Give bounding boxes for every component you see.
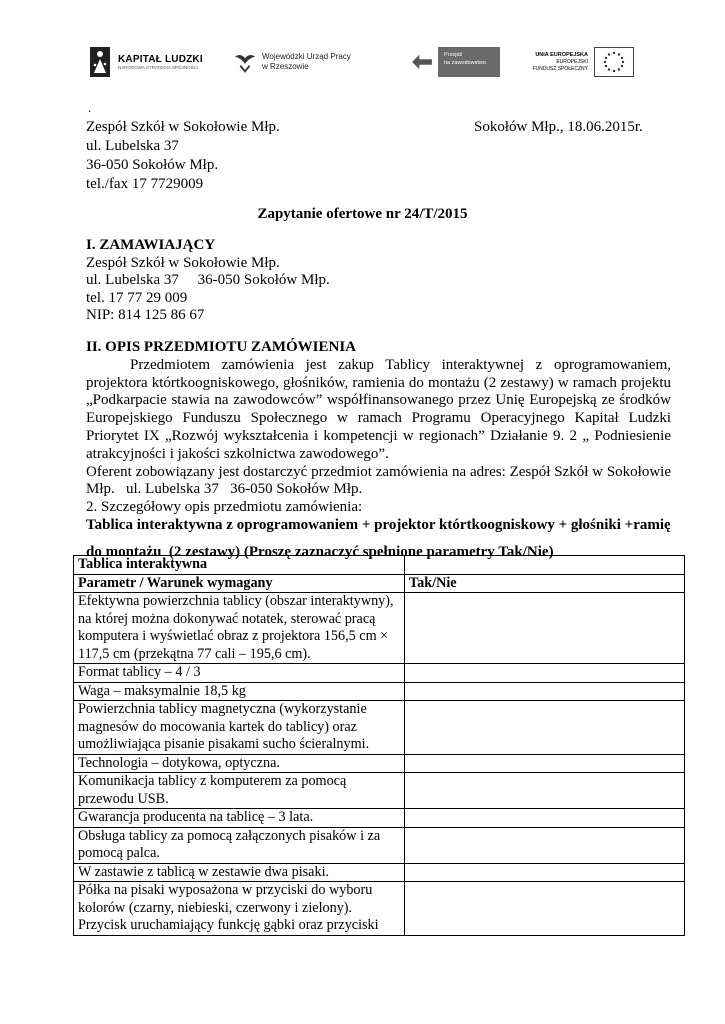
wup-line2: w Rzeszowie [262, 62, 309, 71]
answer-cell[interactable] [405, 773, 685, 809]
col-header-param: Parametr / Warunek wymagany [74, 574, 405, 593]
table-row [74, 827, 685, 863]
table-row [74, 754, 685, 773]
document-title: Zapytanie ofertowe nr 24/T/2015 [257, 206, 468, 222]
answer-cell[interactable] [405, 701, 685, 755]
wup-line1: Wojewódzki Urząd Pracy [262, 52, 351, 61]
answer-cell[interactable] [405, 809, 685, 828]
param-cell: Technologia – dotykowa, optyczna. [74, 754, 405, 773]
table-cell-empty [405, 556, 685, 575]
param-cell: Waga – maksymalnie 18,5 kg [74, 682, 405, 701]
eu-flag-icon [594, 47, 634, 77]
answer-cell[interactable] [405, 754, 685, 773]
logo-bar [0, 40, 725, 90]
header-dot: . [88, 100, 92, 115]
eu-line1: UNIA EUROPEJSKA [535, 51, 588, 58]
param-cell: Obsługa tablicy za pomocą załączonych pisaków i za pomocą palca. [74, 827, 405, 863]
sender-line: ul. Lubelska 37 [86, 138, 179, 154]
delivery-paragraph: Oferent zobowiązany jest dostarczyć przedmiot zamówienia na adres: Zespół Szkół w Sokołowie Młp. ul. Lubelska 37 36-050 Sokołów Młp. [86, 463, 675, 498]
table-row [74, 809, 685, 828]
param-cell: Komunikacja tablicy z komputerem za pomocą przewodu USB. [74, 773, 405, 809]
eu-line2: EUROPEJSKI [556, 58, 588, 65]
sender-line: Zespół Szkół w Sokołowie Młp. [86, 119, 280, 135]
answer-cell[interactable] [405, 882, 685, 936]
param-cell: Gwarancja producenta na tablicę – 3 lata. [74, 809, 405, 828]
param-cell: Powierzchnia tablicy magnetyczna (wykorzystanie magnesów do mocowania kartek do tablicy) oraz umożliwiająca pisanie pisakami sucho ścieralnymi. [74, 701, 405, 755]
answer-cell[interactable] [405, 664, 685, 683]
section-line: Zespół Szkół w Sokołowie Młp. [86, 254, 280, 271]
kapital-ludzki-title: KAPITAŁ LUDZKI [118, 54, 203, 65]
spec-table [73, 555, 685, 936]
answer-cell[interactable] [405, 827, 685, 863]
table-title-row [74, 556, 685, 575]
kapital-ludzki-logo [86, 40, 216, 84]
answer-cell[interactable] [405, 863, 685, 882]
pnz-logo [410, 40, 508, 84]
param-cell: Efektywna powierzchnia tablicy (obszar interaktywny), na której można dokonywać notatek, sterować pracą komputera i wyświetlać obraz z projektora 156,5 cm × 117,5 cm (przekątna 77 cali – 195,6 cm). [74, 593, 405, 664]
table-row [74, 593, 685, 664]
kapital-ludzki-emblem-icon [86, 45, 114, 79]
sender-address [86, 118, 280, 194]
pnz-line1: Przejdź [444, 52, 463, 58]
table-row [74, 863, 685, 882]
document-date: Sokołów Młp., 18.06.2015r. [474, 119, 643, 135]
wup-logo [232, 40, 372, 84]
section-heading: II. OPIS PRZEDMIOTU ZAMÓWIENIA [86, 339, 357, 355]
table-row [74, 882, 685, 936]
item-line-1: Tablica interaktywna z oprogramowaniem + projektor którtkoogniskowy + głośniki +ramię [86, 516, 671, 533]
answer-cell[interactable] [405, 593, 685, 664]
item-line-2: do montażu (2 zestawy) (Proszę zaznaczyć spełnione parametry Tak/Nie) [86, 543, 554, 560]
answer-cell[interactable] [405, 682, 685, 701]
description-paragraph: Przedmiotem zamówienia jest zakup Tablicy interaktywnej z oprogramowaniem, projektora którtkoogniskowego, głośników, ramienia do montażu (2 zestawy) w ramach projektu „Podkarpacie stawia na zawodowców” współfinansowanego przez Unię Europejską ze środków Europejskiego Funduszu Społecznego w ramach Programu Operacyjnego Kapitał Ludzki Priorytet IX „Rozwój wykształcenia i kompetencji w regionach” Działanie 9. 2 „ Podniesienie atrakcyjności i jakości szkolnictwa zawodowego”. [86, 356, 671, 462]
table-row [74, 664, 685, 683]
detail-heading: 2. Szczegółowy opis przedmiotu zamówienia: [86, 499, 363, 516]
section-line: NIP: 814 125 86 67 [86, 307, 205, 324]
param-cell: W zastawie z tablicą w zestawie dwa pisaki. [74, 863, 405, 882]
table-row [74, 682, 685, 701]
sender-line: tel./fax 17 7729009 [86, 176, 204, 192]
pnz-badge [438, 47, 500, 77]
pnz-line2: na zawodowstwo [444, 60, 486, 66]
kapital-ludzki-subtitle: NARODOWA STRATEGIA SPÓJNOŚCI [118, 65, 199, 70]
col-header-yesno: Tak/Nie [405, 574, 685, 593]
section-heading: I. ZAMAWIAJĄCY [86, 237, 216, 253]
section-zamawiajacy [86, 237, 330, 325]
param-cell: Półka na pisaki wyposażona w przyciski do wyboru kolorów (czarny, niebieski, czerwony i zielony). Przycisk uruchamiający funkcję gąbki oraz przyciski [74, 882, 405, 936]
table-header-row [74, 574, 685, 593]
eu-line3: FUNDUSZ SPOŁECZNY [532, 65, 588, 72]
param-cell: Format tablicy – 4 / 3 [74, 664, 405, 683]
table-row [74, 773, 685, 809]
sender-line: 36-050 Sokołów Młp. [86, 157, 219, 173]
table-title: Tablica interaktywna [74, 556, 405, 575]
section-line: ul. Lubelska 37 36-050 Sokołów Młp. [86, 272, 330, 289]
wup-bird-icon [232, 49, 258, 75]
section-opis [86, 339, 675, 562]
table-row [74, 701, 685, 755]
section-line: tel. 17 77 29 009 [86, 289, 188, 306]
pnz-arrow-icon [410, 53, 434, 71]
eu-logo [528, 40, 634, 84]
